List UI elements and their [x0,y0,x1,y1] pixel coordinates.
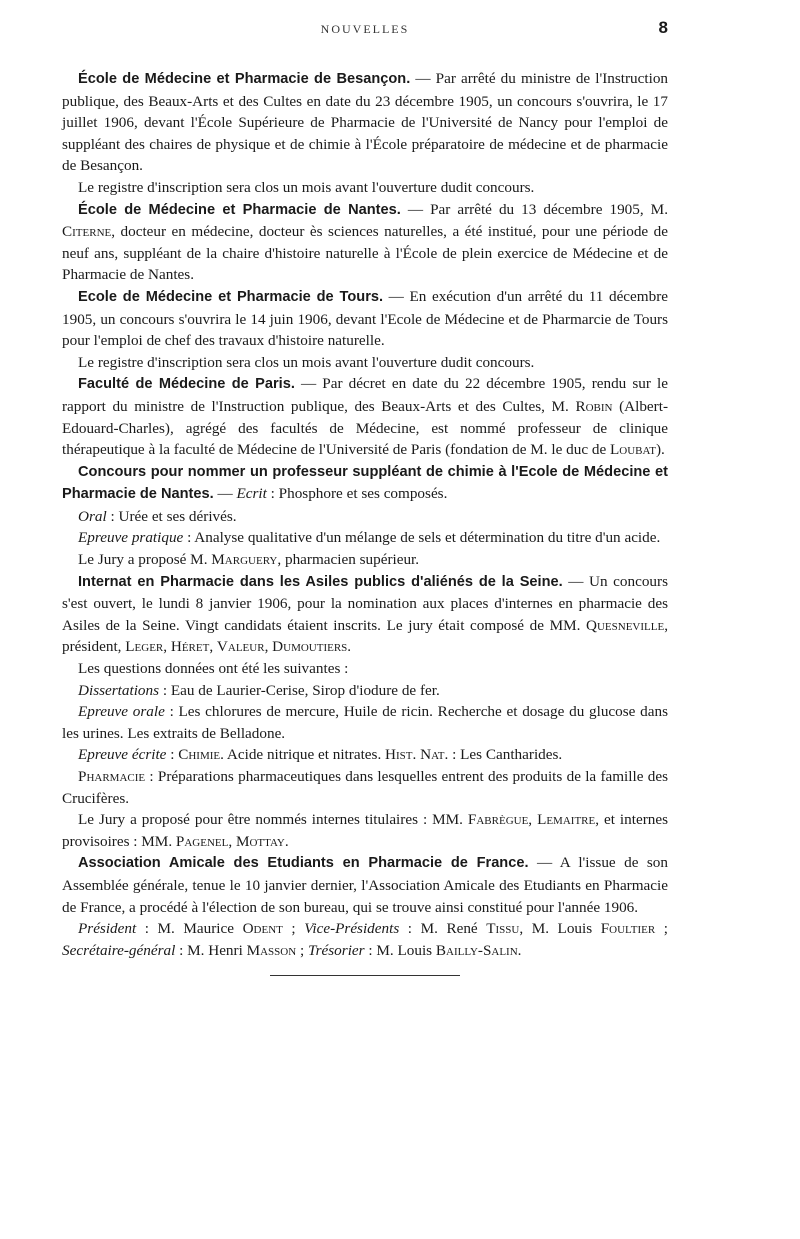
body-text: , M. Louis [519,920,601,938]
person-name: Dumoutiers [272,638,348,656]
body-text: , et internes provisoires : MM. [62,811,668,850]
paragraph [62,549,668,571]
person-name: Masson [246,941,297,959]
body-text: , [228,832,236,850]
section-heading: École de Médecine et Pharmacie de Nantes. [78,201,401,218]
section-heading: Internat en Pharmacie dans les Asiles publics d'aliénés de la Seine. [78,573,563,590]
body-text: : M. Maurice [136,920,243,938]
section-heading: Ecole de Médecine et Pharmacie de Tours. [78,288,384,305]
running-title: NOUVELLES [320,22,410,36]
body-text: — A l'issue de son Assemblée générale, tenue le 10 janvier dernier, l'Association Amicale des Etudiants en Pharmacie de France, a procédé à l'élection de son bureau, qui se trouve ainsi constitué pour l'année 1906. [62,854,668,916]
paragraph [62,506,668,528]
body-text: : Les chlorures de mercure, Huile de ricin. Recherche et dosage du glucose dans les urines. Les extraits de Belladone. [62,703,668,742]
body-text: Les questions données ont été les suivantes : [78,660,349,678]
italic-label: Trésorier [308,941,365,959]
italic-label: Oral [78,507,107,525]
italic-label: Ecrit [236,485,267,503]
italic-label: Vice-Présidents [304,920,400,938]
italic-label: Dissertations [78,681,160,699]
body-text: , [209,638,217,656]
body-text: : Urée et ses dérivés. [106,507,237,525]
person-name: Loubat [610,441,656,459]
body-text: — Un concours s'est ouvert, le lundi 8 janvier 1906, pour la nomination aux places d'internes en pharmacie des Asiles de la Seine. Vingt candidats étaient inscrits. Le jury était composé de MM. [62,572,668,634]
person-name: Citerne [62,223,112,241]
body-text: ). [655,441,665,459]
body-text: . Acide nitrique et nitrates. [220,746,386,764]
body-text: : Phosphore et ses composés. [266,485,448,503]
paragraph [62,373,668,460]
body-text: Le Jury a proposé pour être nommés internes titulaires : MM. [78,811,468,829]
section-heading: Association Amicale des Etudiants en Pharmacie de France. [78,855,529,872]
italic-label: Epreuve écrite [78,746,167,764]
italic-label: Président [78,920,137,938]
page-header [62,18,668,46]
person-name: Marguery [211,551,278,569]
person-name: Héret [170,638,210,656]
body-text: ; [655,920,668,938]
italic-label: Epreuve orale [78,703,165,721]
person-name: Pagenel [175,832,229,850]
body-text: : Eau de Laurier-Cerise, Sirop d'iodure de fer. [159,681,440,699]
paragraph [62,809,668,852]
person-name: Mottay [235,832,285,850]
body-text: (Albert-Edouard-Charles), agrégé des facultés de Médecine, est nommé professeur de clinique thérapeutique à la faculté de Médecine de l'Université de Paris (fondation de M. le duc de [62,397,668,459]
body-text: : M. Henri [175,941,247,959]
person-name: Tissu [486,920,520,938]
body-text: , [163,638,171,656]
body-text: : Analyse qualitative d'un mélange de sels et détermination du titre d'un acide. [183,529,661,547]
body-text: ; [282,920,305,938]
person-name: Odent [242,920,283,938]
body-text: , [264,638,273,656]
body-text: : [166,746,179,764]
italic-label: Epreuve pratique [78,529,184,547]
paragraph [62,286,668,352]
body-text: . [517,941,522,959]
paragraph [62,199,668,286]
body-text: : Préparations pharmaceutiques dans lesquelles entrent des produits de la famille des Crucifères. [62,768,668,807]
paragraph [62,177,668,199]
person-name: Valeur [216,638,265,656]
paragraph [62,680,668,702]
section-heading: Concours pour nommer un professeur suppléant de chimie à l'Ecole de Médecine et Pharmacie de Nantes. [62,463,668,503]
body-text: : Les Cantharides. [448,746,563,764]
body-text: , pharmacien supérieur. [277,551,420,569]
end-rule [270,975,460,976]
person-name: Bailly-Salin [435,941,518,959]
body-text: . [347,638,352,656]
person-name: Fabrègue [467,811,529,829]
person-name: Pharmacie [78,768,146,785]
body-text: : M. René [399,920,487,938]
body-text: — En exécution d'un arrêté du 11 décembre 1905, un concours s'ouvrira le 14 juin 1906, devant l'Ecole de Médecine et de Pharmarcie de Tours pour l'emploi de chef des travaux d'histoire naturelle. [62,287,668,350]
paragraph [62,744,668,766]
article-body [62,68,668,976]
body-text: Le Jury a proposé M. [78,551,212,569]
person-name: Quesneville [586,616,665,634]
paragraph [62,461,668,506]
paragraph [62,68,668,177]
paragraph [62,701,668,744]
body-text: : M. Louis [364,941,436,959]
person-name: Hist. Nat. [385,746,449,764]
person-name: Lemaitre [537,811,596,829]
body-text: — Par arrêté du ministre de l'Instruction publique, des Beaux-Arts et des Cultes en date du 23 décembre 1905, un concours s'ouvrira, le 17 juillet 1906, devant l'École Supérieure de Pharmacie de l'Université de Nancy pour l'emploi de suppléant des chaires de physique et de chimie à l'École préparatoire de médecine et de pharmacie de Besançon. [62,70,669,175]
paragraph [62,766,668,809]
paragraph [62,918,668,961]
body-text: , président, [62,616,668,656]
body-text: Le registre d'inscription sera clos un mois avant l'ouverture dudit concours. [78,353,535,371]
person-name: Robin [575,397,613,415]
italic-label: Secrétaire-général [62,941,176,959]
paragraph [62,658,668,680]
paragraph [62,527,668,549]
person-name: Chimie [178,746,221,764]
body-text: Le registre d'inscription sera clos un mois avant l'ouverture dudit concours. [78,178,535,196]
body-text: ; [296,941,309,959]
section-heading: Faculté de Médecine de Paris. [78,376,295,393]
paragraph [62,571,668,658]
paragraph [62,852,668,918]
paragraph [62,352,668,374]
body-text: , docteur en médecine, docteur ès sciences naturelles, a été institué, pour une période de neuf ans, suppléant de la chaire d'histoire naturelle à l'École de plein exercice de Médecine et de Pharmacie de Nantes. [62,223,668,284]
person-name: Leger [125,638,164,656]
body-text: , [528,811,538,829]
body-text: — Par décret en date du 22 décembre 1905, rendu sur le rapport du ministre de l'Instruction publique, des Beaux-Arts et des Cultes, M. [62,375,669,415]
body-text: . [284,832,289,850]
person-name: Foultier [600,920,656,938]
page-number: 8 [658,18,668,37]
body-text: — [213,485,237,503]
section-heading: École de Médecine et Pharmacie de Besançon. [78,71,411,87]
body-text: — Par arrêté du 13 décembre 1905, M. [400,200,668,218]
